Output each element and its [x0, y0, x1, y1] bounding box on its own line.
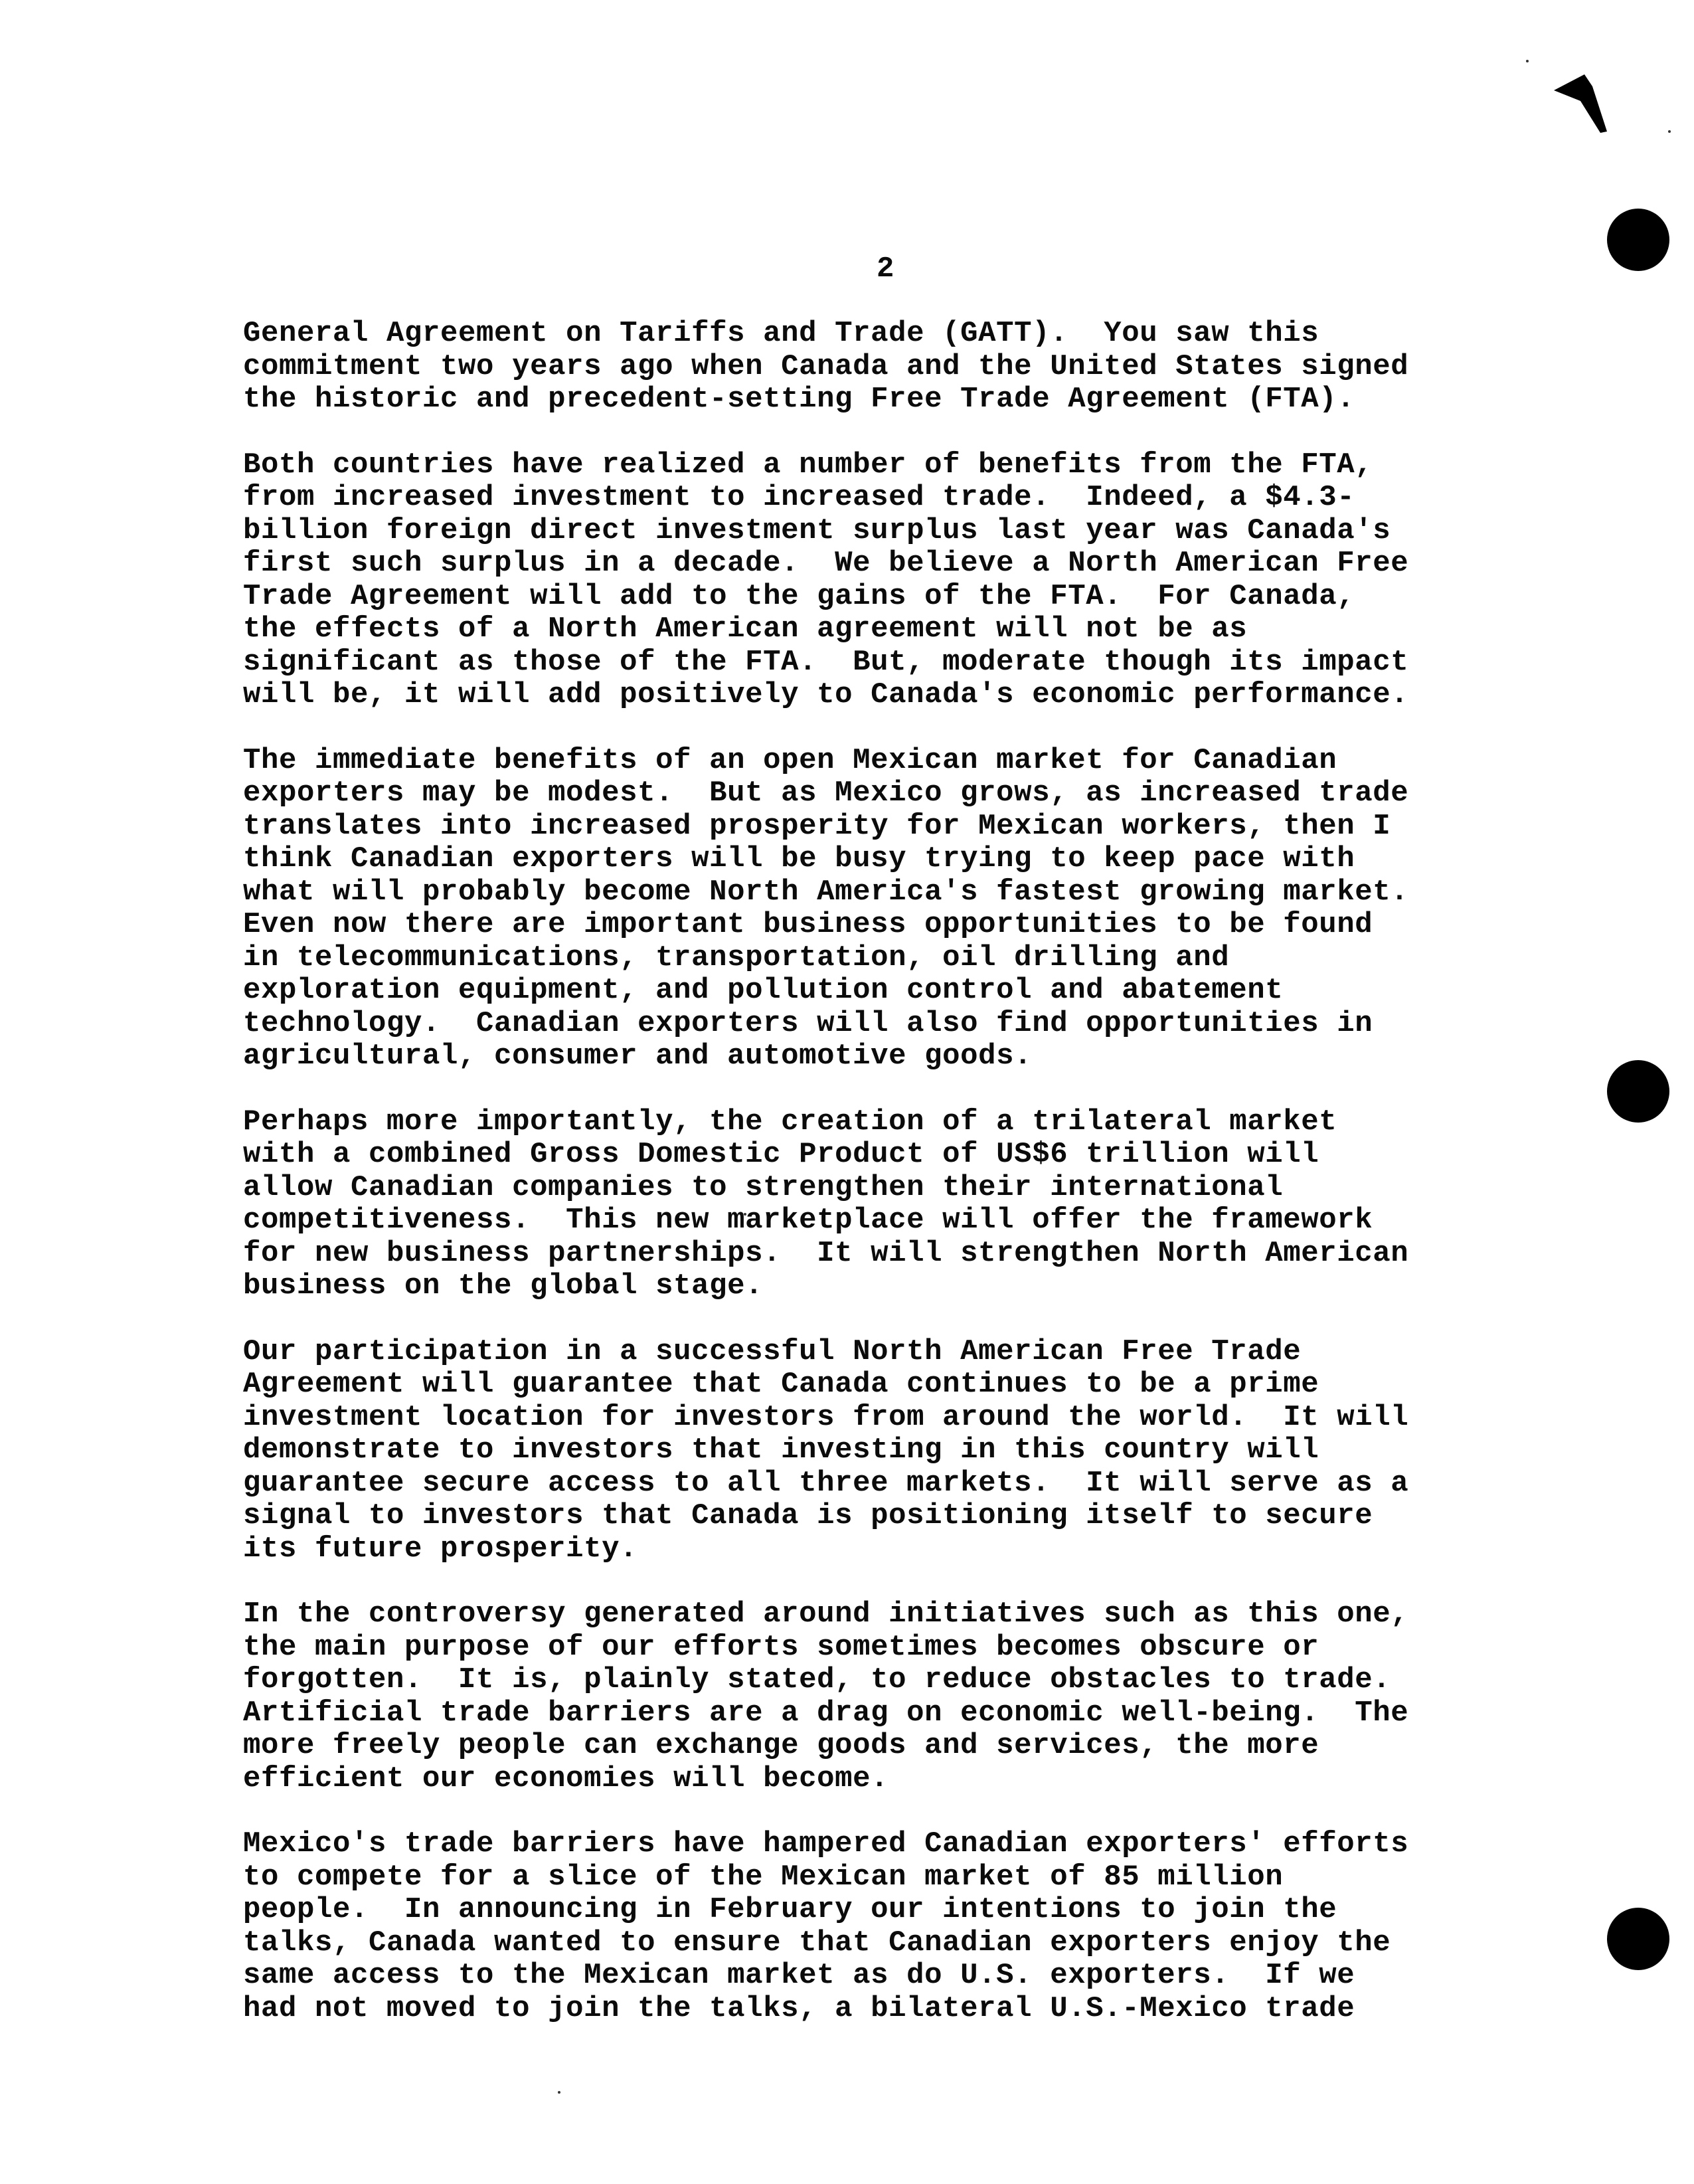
text-line: with a combined Gross Domestic Product of US$6 trillion will	[243, 1138, 1319, 1171]
page-number: 2	[877, 252, 894, 286]
text-line: Perhaps more importantly, the creation of a trilateral market	[243, 1105, 1337, 1138]
text-line: same access to the Mexican market as do U.S. exporters. If we	[243, 1959, 1355, 1992]
punch-hole-bottom	[1607, 1908, 1669, 1970]
scan-speck	[558, 2091, 560, 2094]
text-line: Mexico's trade barriers have hampered Canadian exporters' efforts	[243, 1827, 1409, 1861]
text-line: competitiveness. This new marketplace will offer the framework	[243, 1204, 1373, 1237]
text-line: signal to investors that Canada is positioning itself to secure	[243, 1499, 1373, 1532]
punch-hole-middle	[1607, 1060, 1669, 1123]
text-line: forgotten. It is, plainly stated, to reduce obstacles to trade.	[243, 1663, 1391, 1696]
text-line: Agreement will guarantee that Canada continues to be a prime	[243, 1368, 1319, 1401]
paragraph-2	[243, 449, 1571, 712]
punch-hole-top	[1607, 209, 1669, 271]
text-line: in telecommunications, transportation, oil drilling and	[243, 941, 1230, 974]
text-line: Even now there are important business opportunities to be found	[243, 908, 1373, 941]
paragraph-7	[243, 1828, 1571, 2025]
scan-speck	[1668, 130, 1671, 133]
paragraph-6	[243, 1598, 1571, 1795]
paragraph-1	[243, 318, 1571, 416]
text-line: for new business partnerships. It will strengthen North American	[243, 1236, 1409, 1270]
text-line: guarantee secure access to all three markets. It will serve as a	[243, 1466, 1409, 1500]
text-line: demonstrate to investors that investing in this country will	[243, 1433, 1319, 1467]
paragraph-4	[243, 1106, 1571, 1303]
text-line: to compete for a slice of the Mexican market of 85 million	[243, 1860, 1284, 1894]
text-line: translates into increased prosperity for Mexican workers, then I	[243, 809, 1391, 843]
text-line: commitment two years ago when Canada and the United States signed	[243, 349, 1409, 383]
text-line: more freely people can exchange goods and services, the more	[243, 1729, 1319, 1762]
text-line: from increased investment to increased trade. Indeed, a $4.3-	[243, 481, 1355, 514]
text-line: In the controversy generated around initiatives such as this one,	[243, 1597, 1409, 1631]
paragraph-3	[243, 745, 1571, 1073]
text-line: talks, Canada wanted to ensure that Canadian exporters enjoy the	[243, 1926, 1391, 1959]
paragraph-5	[243, 1336, 1571, 1566]
text-line: will be, it will add positively to Canada's economic performance.	[243, 678, 1409, 711]
text-line: the effects of a North American agreement will not be as	[243, 612, 1248, 646]
text-line: Trade Agreement will add to the gains of the FTA. For Canada,	[243, 579, 1355, 613]
text-line: people. In announcing in February our intentions to join the	[243, 1893, 1337, 1926]
text-line: exporters may be modest. But as Mexico grows, as increased trade	[243, 776, 1409, 810]
document-body	[243, 318, 1571, 2058]
text-line: business on the global stage.	[243, 1269, 764, 1303]
text-line: its future prosperity.	[243, 1532, 638, 1566]
text-line: the historic and precedent-setting Free Trade Agreement (FTA).	[243, 383, 1355, 416]
text-line: significant as those of the FTA. But, moderate though its impact	[243, 645, 1409, 679]
text-line: first such surplus in a decade. We believe a North American Free	[243, 547, 1409, 580]
text-line: exploration equipment, and pollution control and abatement	[243, 974, 1284, 1007]
text-line: think Canadian exporters will be busy trying to keep pace with	[243, 842, 1355, 875]
text-line: The immediate benefits of an open Mexican market for Canadian	[243, 743, 1337, 777]
corner-scan-mark-icon	[1554, 74, 1607, 134]
text-line: General Agreement on Tariffs and Trade (GATT). You saw this	[243, 317, 1319, 350]
text-line: allow Canadian companies to strengthen their international	[243, 1170, 1284, 1204]
text-line: technology. Canadian exporters will also find opportunities in	[243, 1006, 1373, 1040]
text-line: the main purpose of our efforts sometimes becomes obscure or	[243, 1630, 1319, 1664]
text-line: Artificial trade barriers are a drag on economic well-being. The	[243, 1696, 1409, 1730]
text-line: had not moved to join the talks, a bilateral U.S.-Mexico trade	[243, 1991, 1355, 2025]
text-line: Both countries have realized a number of benefits from the FTA,	[243, 448, 1373, 482]
text-line: Our participation in a successful North American Free Trade	[243, 1334, 1302, 1368]
text-line: investment location for investors from around the world. It will	[243, 1400, 1409, 1434]
text-line: efficient our economies will become.	[243, 1762, 889, 1795]
text-line: agricultural, consumer and automotive goods.	[243, 1040, 1033, 1073]
scan-speck	[1526, 60, 1529, 62]
text-line: what will probably become North America's fastest growing market.	[243, 875, 1409, 909]
text-line: billion foreign direct investment surplus last year was Canada's	[243, 513, 1391, 547]
